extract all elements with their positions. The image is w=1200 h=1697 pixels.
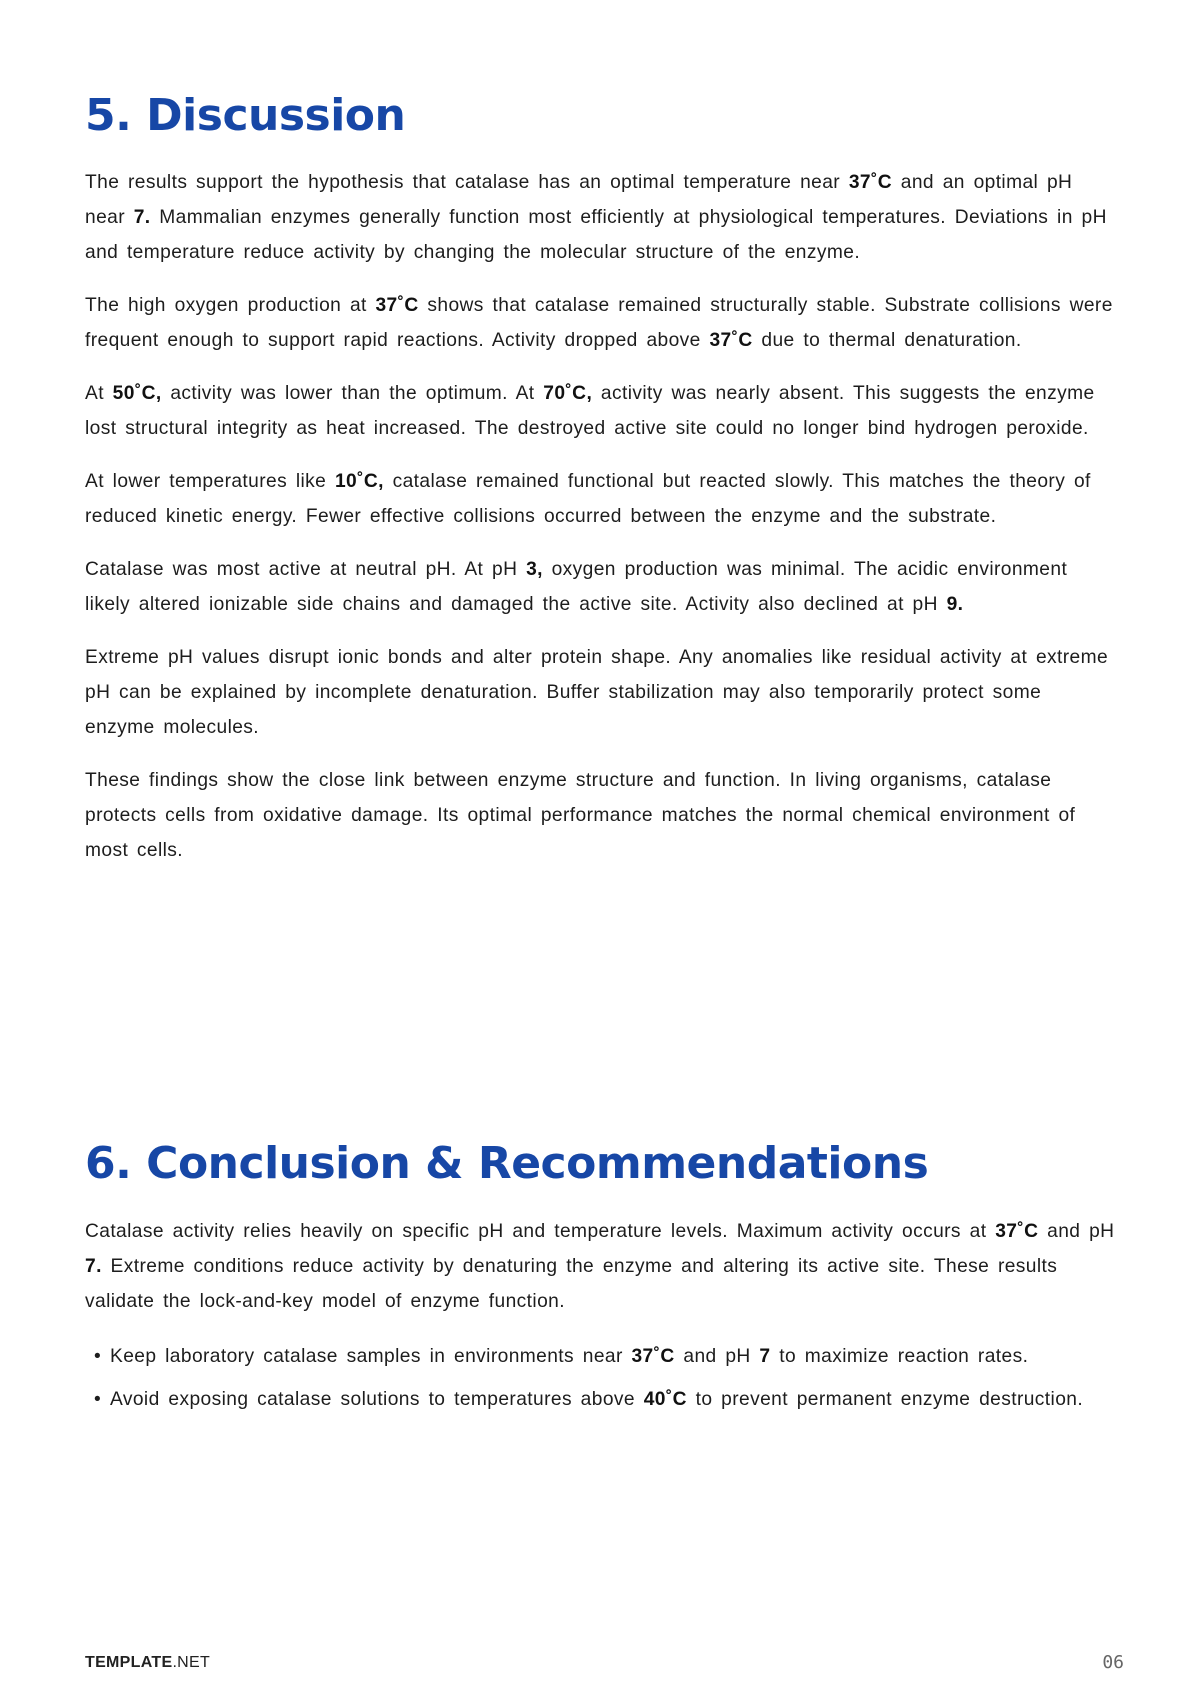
- text-run: activity was lower than the optimum. At: [161, 383, 544, 404]
- text-run: due to thermal denaturation.: [752, 330, 1022, 351]
- bold-value: 37˚C: [995, 1221, 1039, 1242]
- bold-value: 50˚C,: [112, 383, 162, 404]
- text-run: The results support the hypothesis that catalase has an optimal temperature near: [85, 172, 849, 193]
- recommendation-item: [94, 1339, 1115, 1374]
- bold-value: 70˚C,: [543, 383, 593, 404]
- text-run: At: [85, 383, 113, 404]
- bold-value: 7.: [85, 1256, 102, 1277]
- text-run: The high oxygen production at: [85, 295, 376, 316]
- page-number: 06: [1102, 1652, 1124, 1673]
- text-run: to prevent permanent enzyme destruction.: [686, 1389, 1084, 1410]
- bold-value: 40˚C: [643, 1389, 687, 1410]
- bullet-icon: •: [94, 1389, 102, 1410]
- conclusion-body: [85, 1214, 1115, 1425]
- discussion-paragraph: [85, 376, 1115, 446]
- bold-value: 3,: [526, 559, 543, 580]
- text-run: oxygen production was minimal. The acidic environment likely altered ionizable side chains and damaged the active site. Activity also declined at pH: [85, 559, 1068, 615]
- bold-value: 10˚C,: [334, 471, 384, 492]
- discussion-body: [85, 165, 1115, 886]
- text-run: Mammalian enzymes generally function most efficiently at physiological temperatures. Deviations in pH and temperature reduce activity by changing the molecular structure of the enzyme.: [85, 207, 1107, 263]
- text-run: catalase remained functional but reacted slowly. This matches the theory of reduced kinetic energy. Fewer effective collisions occurred between the enzyme and the substrate.: [85, 471, 1091, 527]
- text-run: These findings show the close link between enzyme structure and function. In living organisms, catalase protects cells from oxidative damage. Its optimal performance matches the normal chemical environment of most cells.: [85, 770, 1076, 861]
- discussion-paragraph: [85, 552, 1115, 622]
- text-run: to maximize reaction rates.: [770, 1346, 1029, 1367]
- footer-brand-logo: [85, 1654, 210, 1672]
- footer-brand-suffix: .NET: [172, 1654, 211, 1671]
- bullet-icon: •: [94, 1346, 102, 1367]
- discussion-paragraph: [85, 288, 1115, 358]
- discussion-heading: 5. Discussion: [85, 90, 406, 141]
- text-run: Extreme pH values disrupt ionic bonds and alter protein shape. Any anomalies like residual activity at extreme pH can be explained by incomplete denaturation. Buffer stabilization may also temporarily protect some enzyme molecules.: [85, 647, 1109, 738]
- text-run: Catalase activity relies heavily on specific pH and temperature levels. Maximum activity occurs at: [85, 1221, 996, 1242]
- bold-value: 7: [759, 1346, 771, 1367]
- bold-value: 37˚C: [709, 330, 753, 351]
- text-run: and an optimal pH near: [85, 172, 1073, 228]
- bold-value: 37˚C: [375, 295, 419, 316]
- conclusion-heading: 6. Conclusion & Recommendations: [85, 1138, 929, 1189]
- bold-value: 7.: [133, 207, 151, 228]
- text-run: Avoid exposing catalase solutions to temperatures above: [110, 1389, 644, 1410]
- discussion-paragraph: [85, 464, 1115, 534]
- text-run: At lower temperatures like: [85, 471, 335, 492]
- discussion-paragraph: [85, 763, 1115, 868]
- text-run: and pH: [1038, 1221, 1115, 1242]
- recommendation-item: [94, 1382, 1115, 1417]
- recommendation-list: [85, 1339, 1115, 1417]
- text-run: Keep laboratory catalase samples in environments near: [110, 1346, 632, 1367]
- bold-value: 37˚C: [631, 1346, 675, 1367]
- bold-value: 37˚C: [848, 172, 893, 193]
- discussion-paragraph: [85, 165, 1115, 270]
- text-run: and pH: [674, 1346, 760, 1367]
- conclusion-paragraph: [85, 1214, 1115, 1319]
- text-run: activity was nearly absent. This suggests the enzyme lost structural integrity as heat increased. The destroyed active site could no longer bind hydrogen peroxide.: [85, 383, 1095, 439]
- bold-value: 9.: [946, 594, 964, 615]
- text-run: shows that catalase remained structurally stable. Substrate collisions were frequent enough to support rapid reactions. Activity dropped above: [85, 295, 1113, 351]
- text-run: Catalase was most active at neutral pH. At pH: [85, 559, 527, 580]
- footer-brand-bold: TEMPLATE: [85, 1654, 173, 1671]
- text-run: Extreme conditions reduce activity by denaturing the enzyme and altering its active site. These results validate the lock-and-key model of enzyme function.: [85, 1256, 1058, 1312]
- discussion-paragraph: [85, 640, 1115, 745]
